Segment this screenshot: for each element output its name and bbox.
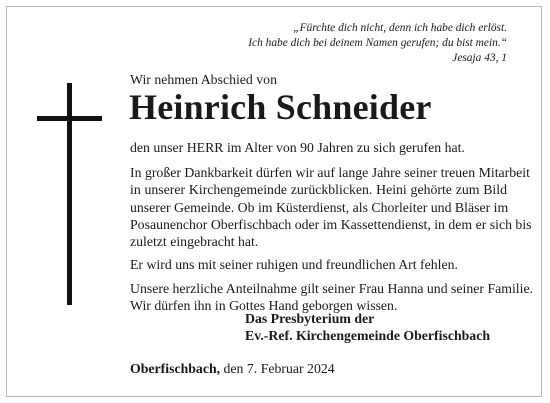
- paragraph-gratitude: [130, 164, 532, 250]
- signature: [245, 310, 490, 344]
- intro-text: Wir nehmen Abschied von: [130, 72, 277, 87]
- signature-line-2: Ev.-Ref. Kirchengemeinde Oberfischbach: [245, 328, 491, 343]
- body-line: Unsere herzliche Anteilnahme gilt seiner Frau Hanna und seiner Familie.: [130, 280, 534, 296]
- deceased-name: Heinrich Schneider: [129, 87, 432, 127]
- body-line: Wir dürfen ihn in Gottes Hand geborgen wissen.: [130, 298, 398, 314]
- body-line: In großer Dankbarkeit dürfen wir auf lange Jahre seiner treuen Mitarbeit: [130, 165, 530, 180]
- signature-line-1: Das Presbyterium der: [245, 311, 375, 326]
- body-line: Posaunenchor Oberfischbach oder im Kassettendienst, in dem er sich bis: [130, 216, 532, 232]
- place-name: Oberfischbach,: [130, 361, 221, 376]
- body-line: Er wird uns mit seiner ruhigen und freundlichen Art fehlen.: [130, 257, 458, 273]
- quote-line-1: „Fürchte dich nicht, denn ich habe dich erlöst.: [293, 22, 507, 34]
- date-text: den 7. Februar 2024: [223, 361, 335, 376]
- paragraph-missing: [130, 256, 507, 273]
- body-line: unserer Gemeinde. Ob im Küsterdienst, als Chorleiter und Bläser im: [130, 199, 509, 215]
- quote-source: Jesaja 43, 1: [452, 52, 507, 64]
- body-line: in unserer Kirchengemeinde zurückblicken. Heini gehörte zum Bild: [130, 182, 507, 198]
- bible-quote: [180, 21, 507, 66]
- cross-icon-horizontal: [37, 116, 102, 121]
- place-date: [130, 361, 335, 377]
- body-line: zuletzt eingebracht hat.: [130, 234, 259, 250]
- notice-body: [130, 164, 534, 320]
- subline-text: den unser HERR im Alter von 90 Jahren zu sich gerufen hat.: [130, 140, 465, 155]
- quote-line-2: Ich habe dich bei deinem Namen gerufen; du bist mein.“: [248, 37, 507, 49]
